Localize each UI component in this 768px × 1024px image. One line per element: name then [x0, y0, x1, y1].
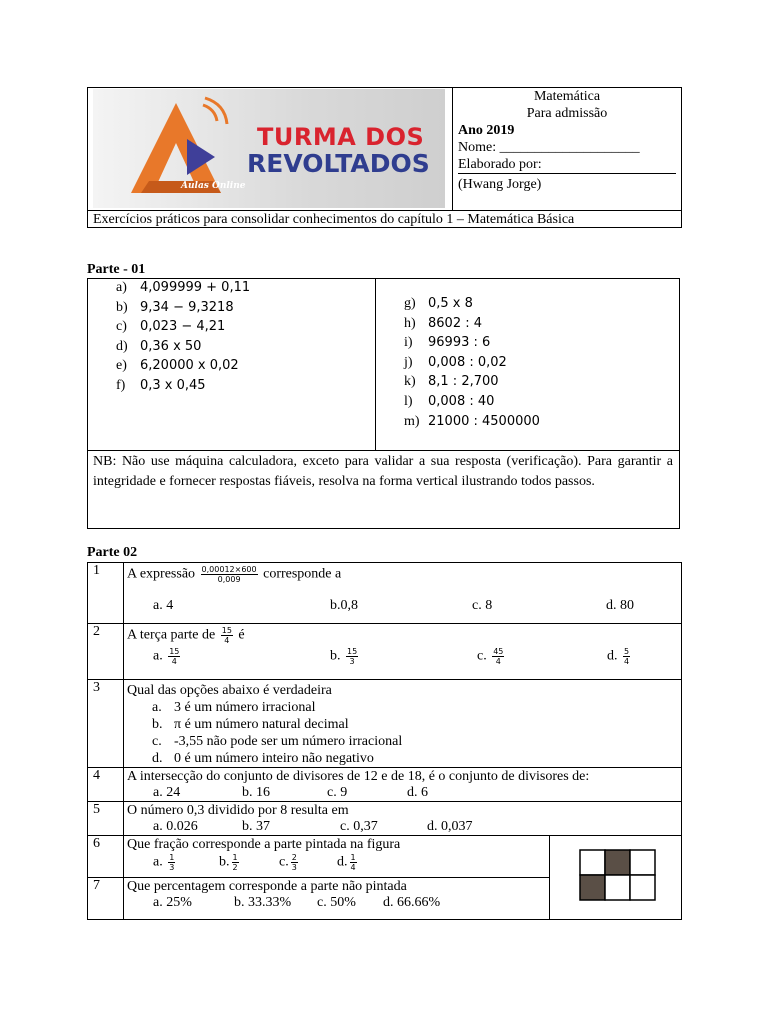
question-7-options: [127, 895, 547, 911]
list-item: e) 6,20000 x 0,02: [116, 358, 239, 374]
fraction: $\frac{0,00012\times 600}{0,009}$: [201, 565, 257, 584]
question-4-text: A intersecção do conjunto de divisores de 12 e de 18, é o conjunto de divisores de:: [127, 769, 590, 784]
year: Ano 2019: [458, 123, 515, 138]
question-2-options: [127, 647, 679, 673]
table-row: [88, 768, 682, 802]
author-underline: [458, 173, 676, 174]
question-6-text: Que fração corresponde a parte pintada na figura: [127, 837, 401, 852]
question-2-text: A terça parte de $\frac{15}{4}$ é: [127, 626, 245, 645]
option: c. 50%: [317, 895, 356, 910]
option: b. 33.33%: [234, 895, 292, 910]
purpose: Para admissão: [526, 106, 608, 121]
question-7-text: Que percentagem corresponde a parte não pintada: [127, 879, 407, 894]
option: c. -3,55 não pode ser um número irracional: [152, 734, 403, 749]
option: d. $\frac{1}{4}$: [337, 853, 356, 872]
list-item: c) 0,023 − 4,21: [116, 319, 226, 335]
option: a. $\frac{1}{3}$: [153, 853, 175, 872]
question-1-options: [127, 598, 679, 618]
option: a. 4: [153, 598, 174, 613]
part1-left-list: [116, 280, 250, 398]
figure-cell: [550, 836, 682, 920]
part1-col-divider: [375, 278, 376, 450]
option: a. 3 é um número irracional: [152, 700, 316, 715]
table-row: [88, 624, 682, 680]
option: b. 16: [242, 785, 270, 800]
logo-banner: [93, 89, 445, 208]
grid-cell: [605, 875, 630, 900]
name-field: Nome: ____________________: [458, 140, 640, 155]
part1-note-divider: [87, 450, 680, 451]
table-row: [88, 836, 682, 878]
option: d. 80: [606, 598, 634, 613]
description: Exercícios práticos para consolidar conhecimentos do capítulo 1 – Matemática Básica: [93, 212, 575, 227]
grid-cell: [605, 850, 630, 875]
table-row: [88, 802, 682, 836]
question-3-text: Qual das opções abaixo é verdadeira: [127, 683, 332, 698]
option: a. 0.026: [153, 819, 198, 834]
question-1-text: A expressão $\frac{0,00012\times 600}{0,009}$ corresponde a: [127, 565, 342, 584]
option: b. 37: [242, 819, 270, 834]
option: b. π é um número natural decimal: [152, 717, 349, 732]
question-6-options: [127, 853, 547, 875]
question-number: 2: [88, 624, 124, 680]
question-5-options: [127, 819, 679, 835]
part1-right-list: [404, 296, 540, 433]
logo-line2: REVOLTADOS: [247, 149, 430, 178]
table-row: [88, 563, 682, 624]
part2-table: [87, 562, 682, 920]
option: b. $\frac{15}{3}$: [330, 647, 358, 666]
grid-cell: [580, 875, 605, 900]
option: a. 24: [153, 785, 181, 800]
list-item: k) 8,1 : 2,700: [404, 374, 499, 390]
table-row: [88, 680, 682, 768]
option: d. 0 é um número inteiro não negativo: [152, 751, 374, 766]
fraction: $\frac{15}{4}$: [221, 626, 232, 645]
list-item: m) 21000 : 4500000: [404, 413, 540, 429]
question-number: 5: [88, 802, 124, 836]
list-item: h) 8602 : 4: [404, 315, 482, 331]
question-number: 7: [88, 878, 124, 920]
option: d. 0,037: [427, 819, 473, 834]
part1-title: Parte - 01: [87, 262, 146, 277]
logo-line1: TURMA DOS: [257, 123, 425, 151]
elaborated-label: Elaborado por:: [458, 157, 542, 172]
option: d. $\frac{5}{4}$: [607, 647, 630, 666]
option: b. $\frac{1}{2}$: [219, 853, 238, 872]
question-5-text: O número 0,3 dividido por 8 resulta em: [127, 803, 349, 818]
grid-cell: [630, 850, 655, 875]
list-item: f) 0,3 x 0,45: [116, 377, 206, 393]
part2-title: Parte 02: [87, 545, 138, 560]
list-item: g) 0,5 x 8: [404, 296, 473, 311]
option: d. 66.66%: [383, 895, 441, 910]
option: c. 0,37: [340, 819, 378, 834]
list-item: b) 9,34 − 9,3218: [116, 299, 234, 315]
question-number: 4: [88, 768, 124, 802]
grid-cell: [630, 875, 655, 900]
part1-note: NB: Não use máquina calculadora, exceto para validar a sua resposta (verificação). Para garantir a integridade e fornecer respostas fiáveis, resolva na forma vertical ilustrando todos passos.: [93, 454, 673, 489]
grid-cell: [580, 850, 605, 875]
option: b.0,8: [330, 598, 358, 613]
list-item: l) 0,008 : 40: [404, 393, 495, 409]
option: c. $\frac{45}{4}$: [477, 647, 504, 666]
header-hline: [87, 210, 682, 211]
option: c. 9: [327, 785, 348, 800]
author: (Hwang Jorge): [458, 177, 542, 192]
list-item: d) 0,36 x 50: [116, 338, 202, 354]
question-4-options: [127, 785, 679, 801]
subject: Matemática: [533, 89, 601, 104]
list-item: a) 4,099999 + 0,11: [116, 280, 251, 295]
logo-tagline: Aulas Online: [181, 181, 246, 191]
fraction-grid-figure: [579, 849, 657, 901]
option: d. 6: [407, 785, 428, 800]
option: c. $\frac{2}{3}$: [279, 853, 297, 872]
option: c. 8: [472, 598, 493, 613]
list-item: i) 96993 : 6: [404, 335, 491, 351]
list-item: j) 0,008 : 0,02: [404, 354, 507, 370]
question-number: 1: [88, 563, 124, 624]
question-number: 3: [88, 680, 124, 768]
option: a. 25%: [153, 895, 192, 910]
option: a. $\frac{15}{4}$: [153, 647, 180, 666]
question-number: 6: [88, 836, 124, 878]
